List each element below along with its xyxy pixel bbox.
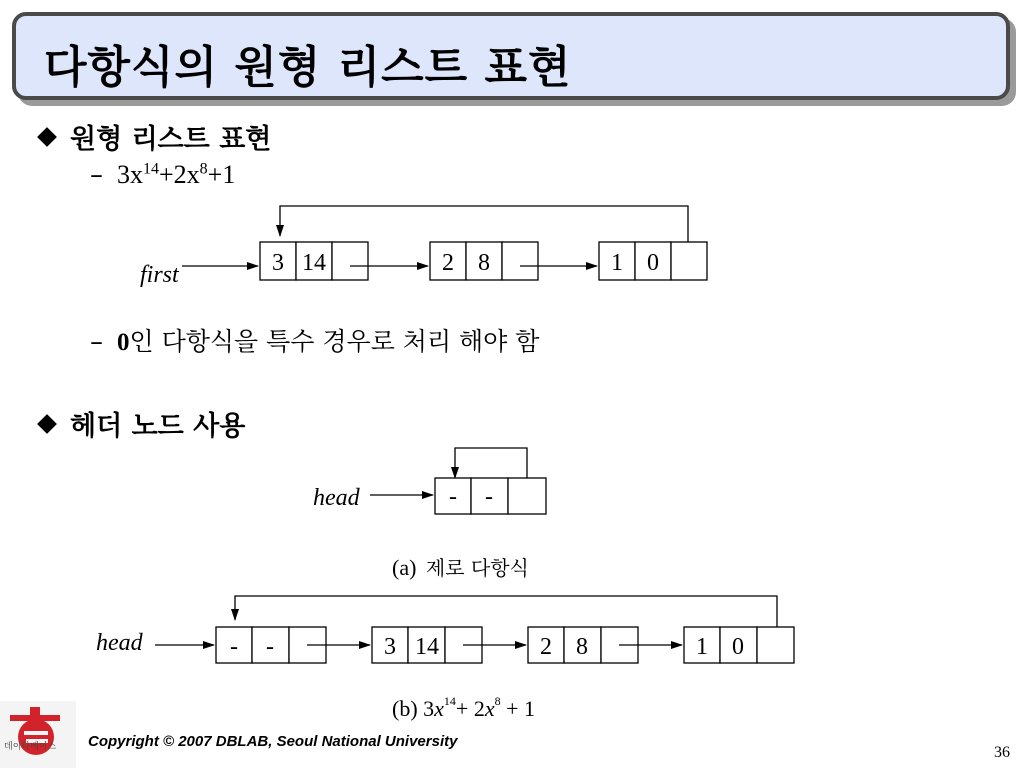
- header-node: [435, 478, 546, 514]
- list-node: [430, 242, 538, 280]
- dblab-logo: [0, 701, 76, 768]
- formula-exp2: 8: [199, 160, 208, 178]
- coef-text: -: [449, 484, 457, 510]
- caption-b: [392, 694, 535, 721]
- logo-text: 데이타베이스: [4, 742, 57, 752]
- bullet-label: 헤더 노드 사용: [70, 411, 246, 442]
- dash-bullet: –: [90, 160, 103, 190]
- link-cell: [502, 242, 538, 280]
- exp-text: 14: [302, 250, 326, 276]
- first-label: first: [140, 262, 179, 288]
- caption-b-x1: x: [434, 696, 444, 721]
- caption-b-prefix: (b) 3: [392, 696, 435, 721]
- page-number: 36: [994, 744, 1010, 761]
- link-cell: [671, 242, 707, 280]
- link-cell: [332, 242, 368, 280]
- link-cell: [757, 627, 794, 663]
- exp-text: 14: [415, 634, 439, 660]
- caption-b-exp2: 8: [494, 694, 501, 708]
- caption-b-end: + 1: [500, 696, 536, 721]
- dash-bullet: –: [90, 327, 103, 357]
- copyright-text: Copyright © 2007 DBLAB, Seoul National University: [88, 733, 458, 750]
- exp-text: 8: [576, 634, 588, 660]
- list-node: [684, 627, 794, 663]
- circular-return-arrow: [235, 596, 777, 630]
- caption-a-text: 제로 다항식: [425, 556, 529, 580]
- formula-term2: +2x: [159, 160, 200, 189]
- caption-b-x2: x: [484, 696, 495, 721]
- bullet-label: 원형 리스트 표현: [70, 124, 272, 155]
- formula-exp1: 14: [143, 160, 159, 178]
- list-node: [260, 242, 368, 280]
- head-label: head: [313, 485, 360, 511]
- coef-text: 2: [442, 250, 454, 276]
- head-label: head: [96, 630, 143, 656]
- link-cell: [508, 478, 546, 514]
- diagram-header-polynomial: [96, 596, 794, 721]
- diagram-circular-list: [140, 206, 707, 288]
- exp-text: 0: [732, 634, 744, 660]
- zero-value: 0: [117, 329, 130, 356]
- formula-term3: +1: [207, 160, 236, 189]
- list-node: [599, 242, 707, 280]
- slide-title: 다항식의 원형 리스트 표현: [44, 42, 572, 93]
- coef-text: 3: [384, 634, 396, 660]
- exp-text: -: [485, 484, 493, 510]
- exp-text: -: [266, 634, 274, 660]
- coef-text: 1: [611, 250, 623, 276]
- formula-term1: 3x: [117, 160, 143, 189]
- coef-text: 3: [272, 250, 284, 276]
- diagram-zero-polynomial: [313, 448, 546, 580]
- exp-text: 8: [478, 250, 490, 276]
- coef-text: 2: [540, 634, 552, 660]
- caption-b-mid: + 2: [455, 696, 485, 721]
- caption-b-exp1: 14: [443, 694, 456, 708]
- caption-a: [392, 555, 529, 580]
- exp-text: 0: [647, 250, 659, 276]
- coef-text: -: [230, 634, 238, 660]
- coef-text: 1: [696, 634, 708, 660]
- caption-a-prefix: (a): [392, 555, 422, 580]
- logo-icon: [0, 701, 76, 768]
- circular-return-arrow: [280, 206, 688, 243]
- zero-note-text: 인 다항식을 특수 경우로 처리 해야 함: [129, 327, 540, 356]
